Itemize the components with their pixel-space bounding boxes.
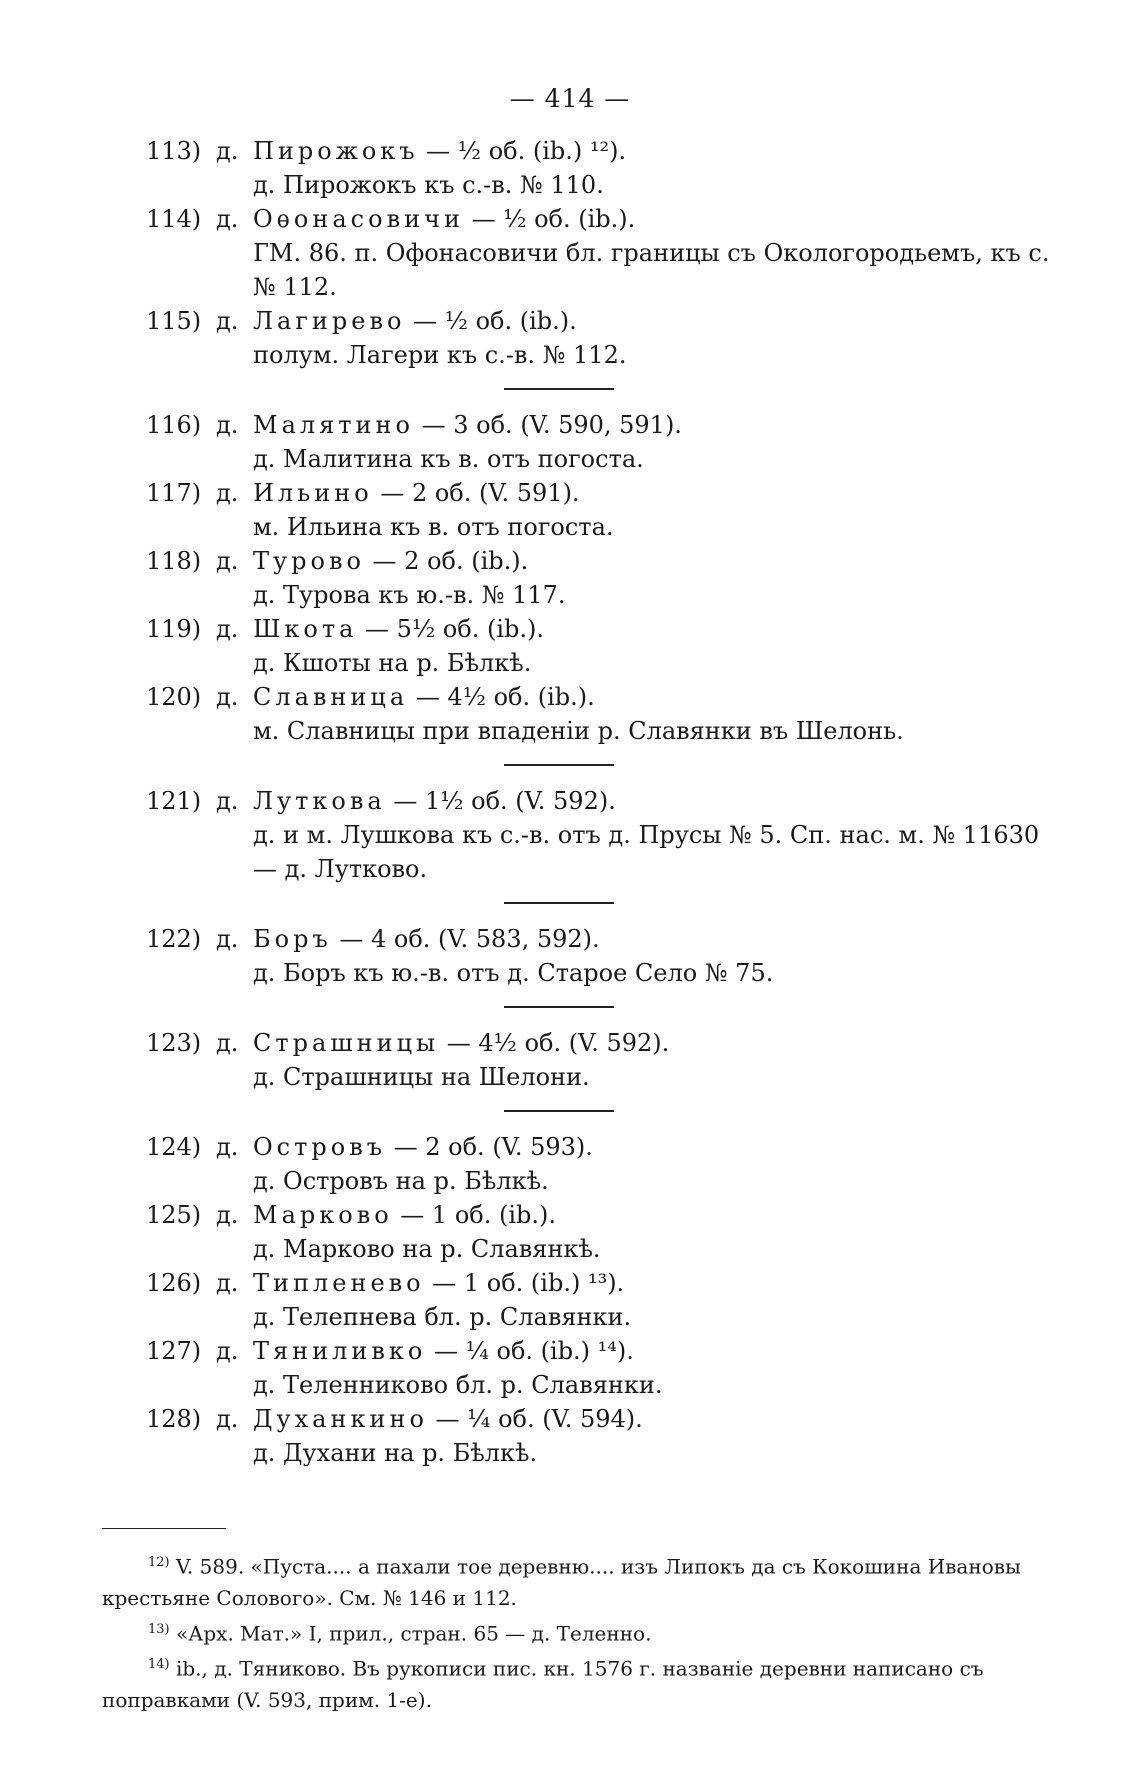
section-divider — [146, 1094, 1066, 1130]
footnote — [102, 1614, 1062, 1650]
entry-heading — [146, 1334, 1066, 1368]
entry-name: Тяниливко — [253, 1337, 427, 1365]
list-item — [146, 784, 1066, 886]
list-item — [146, 922, 1066, 990]
entry-name: Славница — [253, 683, 409, 711]
entry-name: Боръ — [253, 925, 332, 953]
footnote-text: «Арх. Мат.» I, прил., стран. 65 — д. Теленно. — [175, 1621, 652, 1646]
section-divider — [146, 748, 1066, 784]
entry-prefix: д. — [216, 1269, 239, 1297]
entry-heading — [146, 612, 1066, 646]
entry-subline — [146, 1300, 1066, 1334]
entry-detail: — 1 об. (ib.) ¹³). — [424, 1269, 625, 1297]
entry-subline — [146, 168, 1066, 202]
entry-subtext: д. Турова къ ю.-в. № 117. — [253, 581, 566, 609]
entry-detail: — ¼ об. (ib.) ¹⁴). — [426, 1337, 634, 1365]
entry-subtext: д. Теленниково бл. р. Славянки. — [253, 1371, 663, 1399]
entry-number: 120) — [146, 683, 202, 711]
entry-number: 119) — [146, 615, 202, 643]
entry-subline — [146, 714, 1066, 748]
entry-detail: — ¼ об. (V. 594). — [427, 1405, 643, 1433]
entry-name: Духанкино — [253, 1405, 428, 1433]
footnote — [102, 1547, 1062, 1614]
footnote-text: V. 589. «Пуста.... а пахали тое деревню.... изъ Липокъ да съ Кокошина Ивановы крестьяне Солового». См. № 146 и 112. — [102, 1554, 1021, 1610]
entry-main — [253, 544, 528, 578]
footnote-text: ib., д. Тяниково. Въ рукописи пис. кн. 1576 г. названіе деревни написано съ поправками (V. 593, прим. 1-е). — [102, 1656, 984, 1712]
entry-name: Страшницы — [253, 1029, 440, 1057]
entry-subtext: д. Малитина къ в. отъ погоста. — [253, 445, 644, 473]
entry-heading — [146, 784, 1066, 818]
entry-name: Шкота — [253, 615, 358, 643]
section-divider — [146, 886, 1066, 922]
entry-main — [253, 784, 616, 818]
entry-main — [253, 1334, 634, 1368]
entry-subtext: д. Духани на р. Бѣлкѣ. — [253, 1439, 538, 1467]
entry-subtext: полум. Лагери къ с.-в. № 112. — [253, 341, 627, 369]
entry-main — [253, 1198, 556, 1232]
entry-heading — [146, 134, 1066, 168]
entry-subline — [146, 1436, 1066, 1470]
entry-heading — [146, 1026, 1066, 1060]
footnote-rule — [102, 1528, 226, 1529]
list-item — [146, 1266, 1066, 1334]
entry-main — [253, 680, 595, 714]
entry-prefix: д. — [216, 1405, 239, 1433]
entry-heading — [146, 304, 1066, 338]
entry-subtext: д. Боръ къ ю.-в. отъ д. Старое Село № 75. — [253, 959, 774, 987]
entry-subline — [146, 646, 1066, 680]
entry-prefix: д. — [216, 1337, 239, 1365]
list-item — [146, 304, 1066, 372]
entry-detail: — 1½ об. (V. 592). — [385, 787, 616, 815]
entry-detail: — ½ об. (ib.). — [463, 205, 636, 233]
entry-main — [253, 304, 577, 338]
entry-name: Островъ — [253, 1133, 386, 1161]
entry-heading — [146, 1198, 1066, 1232]
entry-prefix: д. — [216, 615, 239, 643]
footnote-mark: 13) — [148, 1621, 170, 1637]
entry-subline — [146, 1232, 1066, 1266]
entry-detail: — 5½ об. (ib.). — [357, 615, 545, 643]
entry-number: 124) — [146, 1133, 202, 1161]
list-item — [146, 134, 1066, 202]
entry-detail: — 4½ об. (V. 592). — [439, 1029, 670, 1057]
entry-main — [253, 922, 600, 956]
entry-detail: — ½ об. (ib.). — [405, 307, 577, 335]
entry-number: 114) — [146, 205, 202, 233]
entry-main — [253, 612, 544, 646]
entry-number: 117) — [146, 479, 202, 507]
entry-heading — [146, 1266, 1066, 1300]
entry-heading — [146, 544, 1066, 578]
entry-prefix: д. — [216, 137, 239, 165]
entry-heading — [146, 202, 1066, 236]
entry-name: Малятино — [253, 411, 414, 439]
entry-name: Ильино — [253, 479, 373, 507]
list-item — [146, 1402, 1066, 1470]
entry-detail: — 4 об. (V. 583, 592). — [331, 925, 600, 953]
entry-main — [253, 408, 682, 442]
entry-heading — [146, 476, 1066, 510]
footnote-mark: 12) — [148, 1555, 170, 1570]
entry-subline — [146, 956, 1066, 990]
entry-prefix: д. — [216, 479, 239, 507]
entry-subtext: ГМ. 86. п. Офонасовичи бл. границы съ Окологородьемъ, къ с. № 112. — [253, 239, 1050, 301]
entry-prefix: д. — [216, 1201, 239, 1229]
entry-number: 127) — [146, 1337, 202, 1365]
entry-subtext: д. Пирожокъ къ с.-в. № 110. — [253, 171, 604, 199]
entry-heading — [146, 1402, 1066, 1436]
section-divider — [146, 372, 1066, 408]
entry-main — [253, 202, 635, 236]
entry-subtext: д. Марково на р. Славянкѣ. — [253, 1235, 601, 1263]
entry-subtext: м. Славницы при впаденіи р. Славянки въ Шелонь. — [253, 717, 904, 745]
entry-detail: — 2 об. (V. 593). — [386, 1133, 593, 1161]
entry-detail: — 2 об. (ib.). — [364, 547, 529, 575]
entry-detail: — 3 об. (V. 590, 591). — [414, 411, 682, 439]
entry-name: Оѳонасовичи — [253, 205, 464, 233]
entry-subline — [146, 510, 1066, 544]
entry-subline — [146, 818, 1066, 886]
entry-subline — [146, 442, 1066, 476]
entry-subtext: д. Кшоты на р. Бѣлкѣ. — [253, 649, 532, 677]
entry-detail: — 1 об. (ib.). — [392, 1201, 556, 1229]
list-item — [146, 1198, 1066, 1266]
entry-prefix: д. — [216, 787, 239, 815]
list-item — [146, 1334, 1066, 1402]
entry-prefix: д. — [216, 683, 239, 711]
entry-name: Марково — [253, 1201, 393, 1229]
entry-name: Пирожокъ — [253, 137, 419, 165]
entry-name: Луткова — [253, 787, 386, 815]
entry-detail: — 2 об. (V. 591). — [372, 479, 580, 507]
entry-subtext: д. Страшницы на Шелони. — [253, 1063, 590, 1091]
entry-name: Турово — [253, 547, 365, 575]
entry-detail: — 4½ об. (ib.). — [408, 683, 595, 711]
section-divider — [146, 990, 1066, 1026]
entry-subline — [146, 338, 1066, 372]
entry-detail: — ½ об. (ib.) ¹²). — [418, 137, 627, 165]
entry-main — [253, 1402, 643, 1436]
list-item — [146, 202, 1066, 304]
entry-subline — [146, 1164, 1066, 1198]
entry-subtext: д. Телепнева бл. р. Славянки. — [253, 1303, 632, 1331]
entry-heading — [146, 680, 1066, 714]
entry-number: 123) — [146, 1029, 202, 1057]
entry-heading — [146, 922, 1066, 956]
entry-number: 113) — [146, 137, 202, 165]
entry-main — [253, 1130, 593, 1164]
entry-heading — [146, 408, 1066, 442]
entry-number: 128) — [146, 1405, 202, 1433]
list-item — [146, 680, 1066, 748]
entry-heading — [146, 1130, 1066, 1164]
entry-prefix: д. — [216, 205, 239, 233]
footnote-mark: 14) — [148, 1657, 170, 1673]
entry-main — [253, 134, 626, 168]
list-item — [146, 544, 1066, 612]
entry-main — [253, 476, 580, 510]
entry-number: 126) — [146, 1269, 202, 1297]
entry-list — [146, 134, 1066, 1470]
entry-number: 115) — [146, 307, 202, 335]
entry-subtext: м. Ильина къ в. отъ погоста. — [253, 513, 614, 541]
entry-main — [253, 1026, 669, 1060]
entry-subline — [146, 1060, 1066, 1094]
entry-prefix: д. — [216, 925, 239, 953]
entry-prefix: д. — [216, 307, 239, 335]
entry-prefix: д. — [216, 1029, 239, 1057]
footnote — [102, 1649, 1062, 1716]
entry-number: 118) — [146, 547, 202, 575]
entry-prefix: д. — [216, 547, 239, 575]
entry-prefix: д. — [216, 411, 239, 439]
entry-name: Типленево — [253, 1269, 425, 1297]
list-item — [146, 1130, 1066, 1198]
entry-number: 116) — [146, 411, 202, 439]
list-item — [146, 476, 1066, 544]
entry-prefix: д. — [216, 1133, 239, 1161]
entry-subline — [146, 236, 1066, 304]
list-item — [146, 408, 1066, 476]
entry-subtext: д. Островъ на р. Бѣлкѣ. — [253, 1167, 549, 1195]
page-number: — 414 — — [509, 84, 631, 113]
footnotes — [102, 1547, 1062, 1716]
entry-name: Лагирево — [253, 307, 406, 335]
entry-number: 121) — [146, 787, 202, 815]
entry-number: 122) — [146, 925, 202, 953]
list-item — [146, 612, 1066, 680]
entry-main — [253, 1266, 624, 1300]
entry-subline — [146, 578, 1066, 612]
entry-number: 125) — [146, 1201, 202, 1229]
entry-subline — [146, 1368, 1066, 1402]
list-item — [146, 1026, 1066, 1094]
entry-subtext: д. и м. Лушкова къ с.-в. отъ д. Прусы № 5. Сп. нас. м. № 11630 — д. Лутково. — [253, 821, 1040, 883]
